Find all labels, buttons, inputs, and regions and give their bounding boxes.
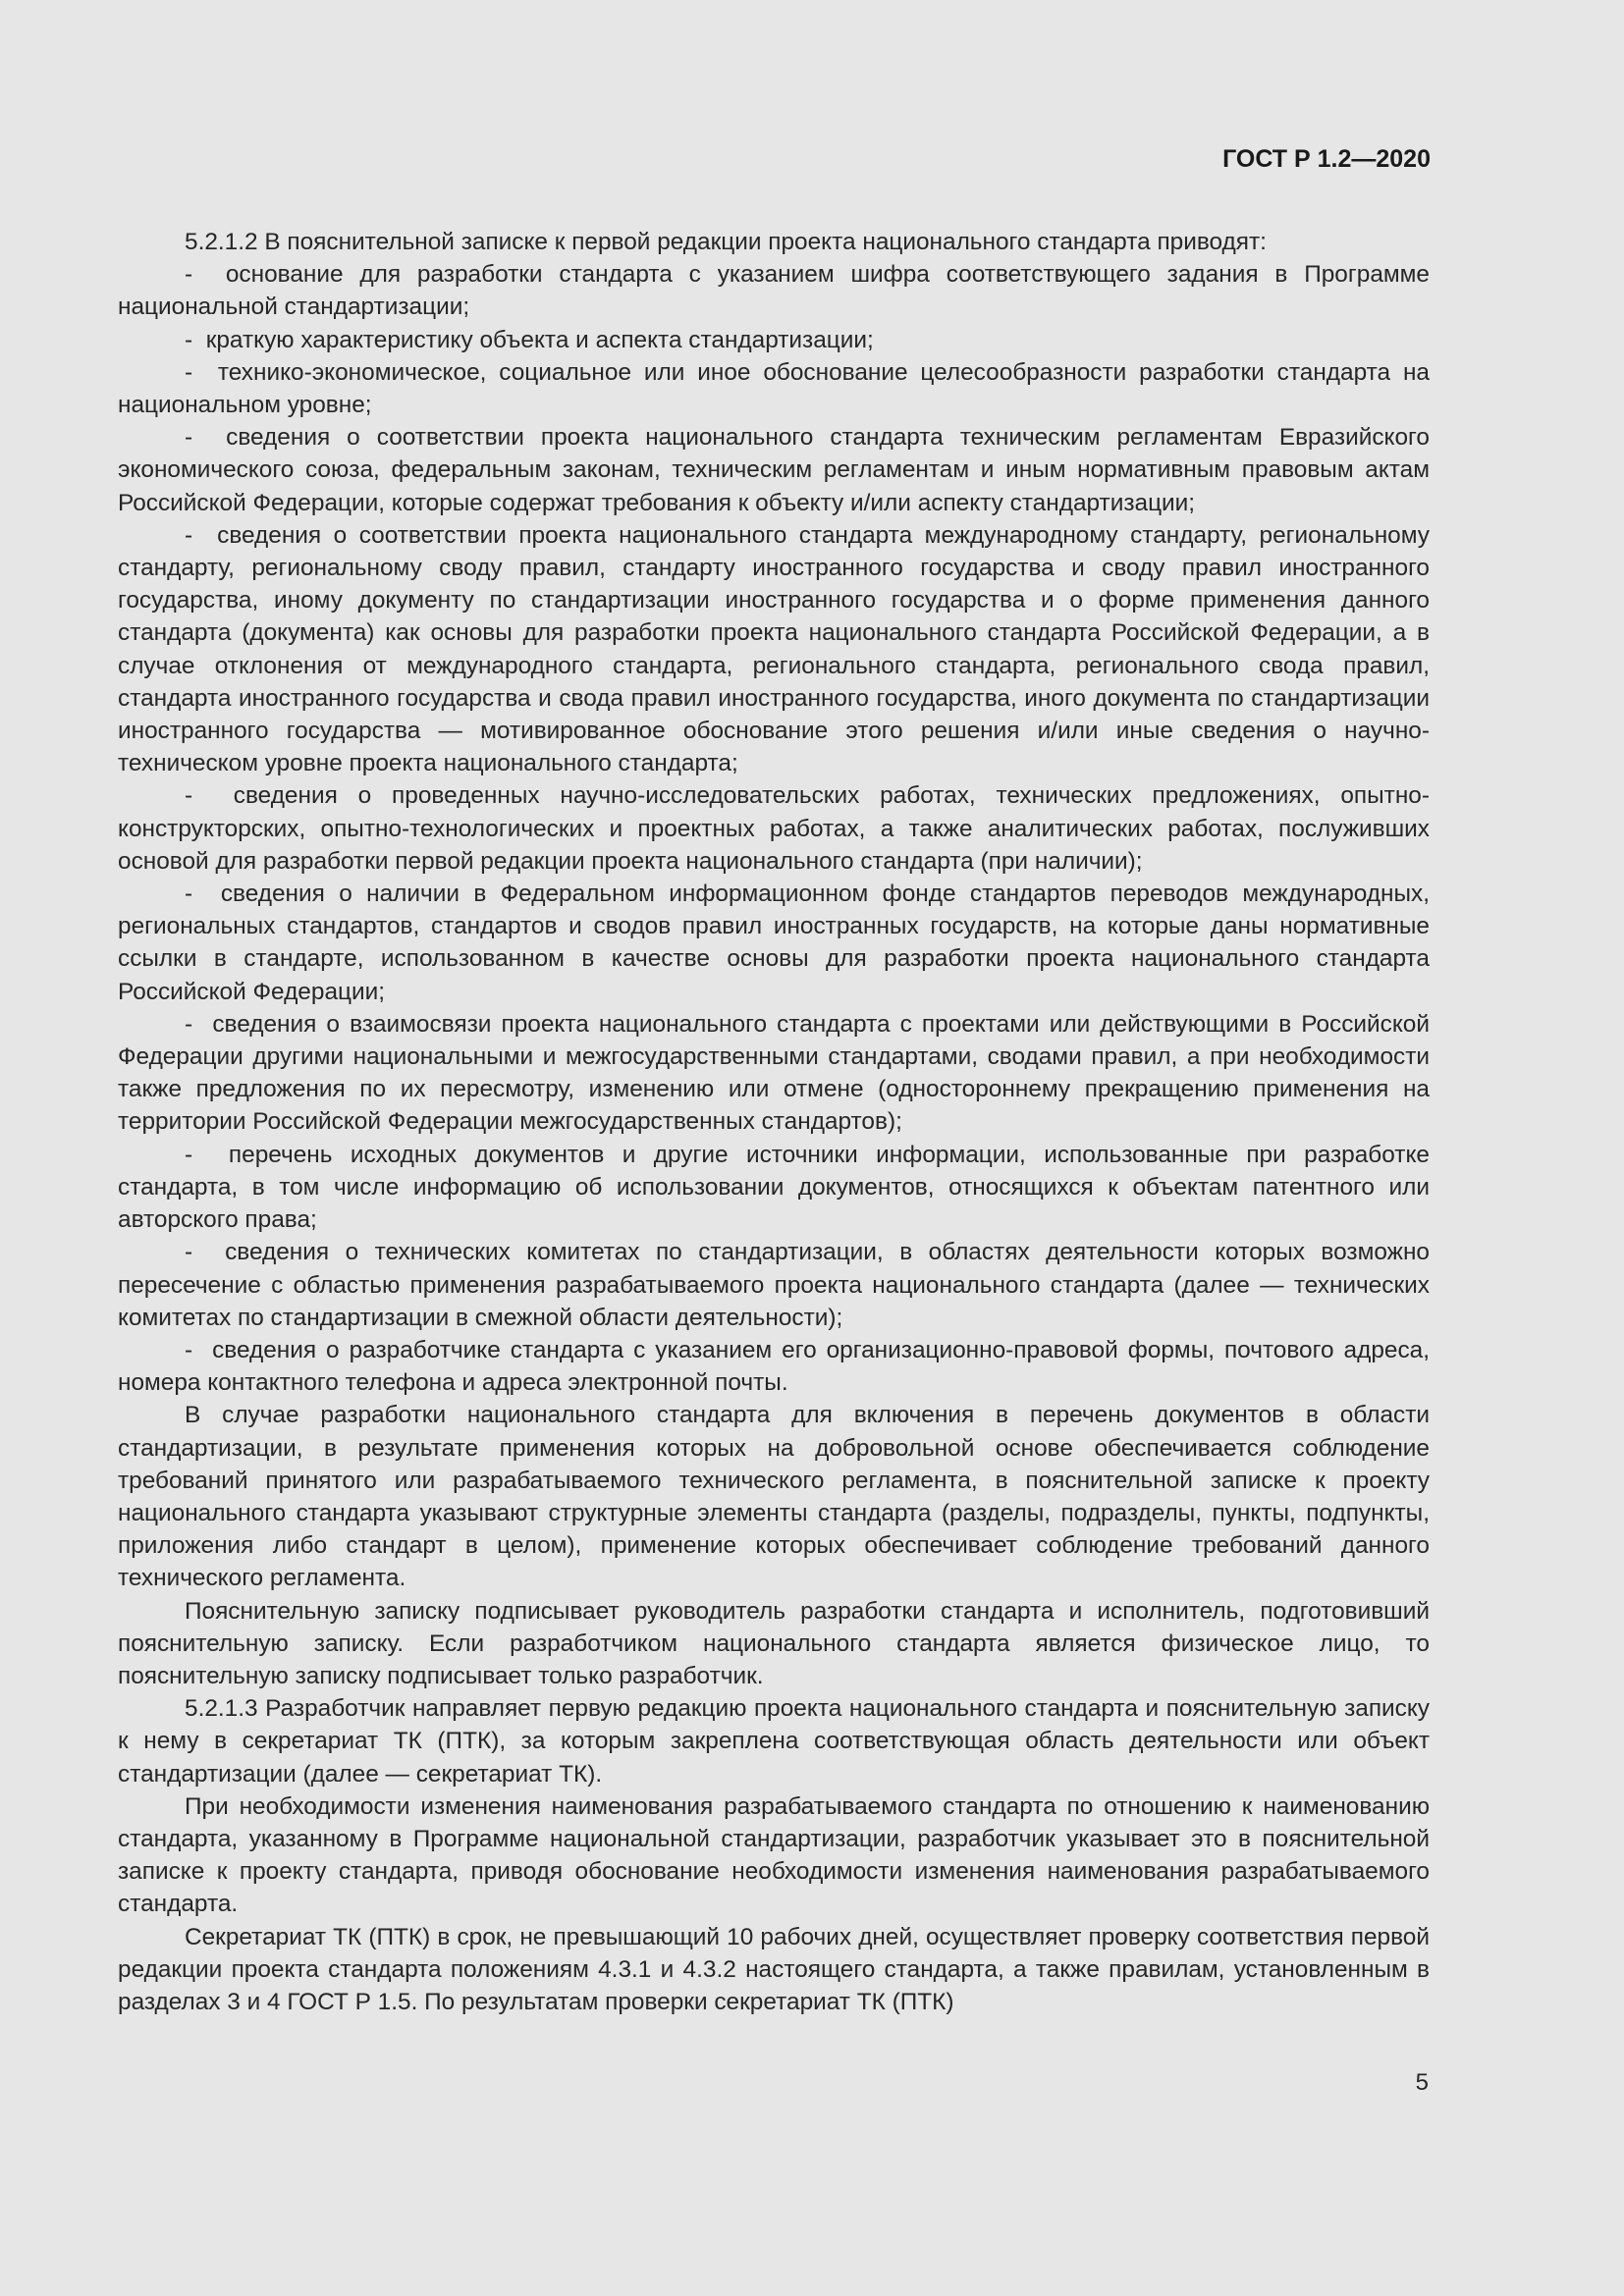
paragraph: В случае разработки национального стандарта для включения в перечень документов в области стандартизации, в результате применения которых на добровольной основе обеспечивается соблюдение требований принятого или разрабатываемого технического регламента, в пояснительной записке к проекту национального стандарта указывают структурные элементы стандарта (разделы, подразделы, пункты, подпункты, приложения либо стандарт в целом), применение которых обеспечивает соблюдение требований данного технического регламента. (118, 1402, 1430, 1592)
list-item: - сведения о наличии в Федеральном информационном фонде стандартов переводов международных, региональных стандартов, стандартов и сводов правил иностранных государств, на которые даны нормативные ссылки в стандарте, использованном в качестве основы для разработки проекта национального стандарта Российской Федерации; (118, 878, 1430, 1008)
list-item: - краткую характеристику объекта и аспекта стандартизации; (118, 324, 1430, 356)
list-item: - перечень исходных документов и другие источники информации, использованные при разработке стандарта, в том числе информацию об использовании документов, относящихся к объектам патентного или авторского права; (118, 1139, 1430, 1237)
list-item: - сведения о соответствии проекта национального стандарта международному стандарту, региональному стандарту, региональному своду правил, стандарту иностранного государства и своду правил иностранного государства, иному документу по стандартизации иностранного государства и о форме применения данного стандарта (документа) как основы для разработки проекта национального стандарта Российской Федерации, а в случае отклонения от международного стандарта, регионального стандарта, регионального свода правил, стандарта иностранного государства и свода правил иностранного государства, иного документа по стандартизации иностранного государства — мотивированное обоснование этого решения и/или иные сведения о научно-техническом уровне проекта национального стандарта; (118, 519, 1430, 780)
document-body (118, 226, 1430, 2018)
list-item: - технико-экономическое, социальное или иное обоснование целесообразности разработки стандарта на национальном уровне; (118, 356, 1430, 421)
list-item: - сведения о технических комитетах по стандартизации, в областях деятельности которых возможно пересечение с областью применения разрабатываемого проекта национального стандарта (далее — технических комитетах по стандартизации в смежной области деятельности); (118, 1236, 1430, 1334)
list-item: - сведения о взаимосвязи проекта национального стандарта с проектами или действующими в Российской Федерации другими национальными и межгосударственными стандартами, сводами правил, а при необходимости также предложения по их пересмотру, изменению или отмене (одностороннему прекращению применения на территории Российской Федерации межгосударственных стандартов); (118, 1008, 1430, 1139)
list-item: - сведения о разработчике стандарта с указанием его организационно-правовой формы, почтового адреса, номера контактного телефона и адреса электронной почты. (118, 1334, 1430, 1399)
paragraph: Секретариат ТК (ПТК) в срок, не превышающий 10 рабочих дней, осуществляет проверку соответствия первой редакции проекта стандарта положениям 4.3.1 и 4.3.2 настоящего стандарта, а также правилам, установленным в разделах 3 и 4 ГОСТ Р 1.5. По результатам проверки секретариат ТК (ПТК) (118, 1923, 1430, 2015)
paragraph: 5.2.1.2 В пояснительной записке к первой редакции проекта национального стандарта приводят: (185, 229, 1267, 255)
paragraph: 5.2.1.3 Разработчик направляет первую редакцию проекта национального стандарта и пояснительную записку к нему в секретариат ТК (ПТК), за которым закреплена соответствующая область деятельности или объект стандартизации (далее — секретариат ТК). (118, 1695, 1430, 1788)
list-item: - сведения о соответствии проекта национального стандарта техническим регламентам Евразийского экономического союза, федеральным законам, техническим регламентам и иным нормативным правовым актам Российской Федерации, которые содержат требования к объекту и/или аспекту стандартизации; (118, 421, 1430, 519)
list-item: - основание для разработки стандарта с указанием шифра соответствующего задания в Программе национальной стандартизации; (118, 258, 1430, 323)
paragraph: Пояснительную записку подписывает руководитель разработки стандарта и исполнитель, подготовивший пояснительную записку. Если разработчиком национального стандарта является физическое лицо, то пояснительную записку подписывает только разработчик. (118, 1597, 1430, 1689)
paragraph: При необходимости изменения наименования разрабатываемого стандарта по отношению к наименованию стандарта, указанному в Программе национальной стандартизации, разработчик указывает это в пояснительной записке к проекту стандарта, приводя обоснование необходимости изменения наименования разрабатываемого стандарта. (118, 1792, 1430, 1918)
page-number: 5 (1415, 2069, 1429, 2096)
document-designation: ГОСТ Р 1.2—2020 (1222, 145, 1431, 173)
list-item: - сведения о проведенных научно-исследовательских работах, технических предложениях, опытно-конструкторских, опытно-технологических и проектных работах, а также аналитических работах, послуживших основой для разработки первой редакции проекта национального стандарта (при наличии); (118, 779, 1430, 878)
